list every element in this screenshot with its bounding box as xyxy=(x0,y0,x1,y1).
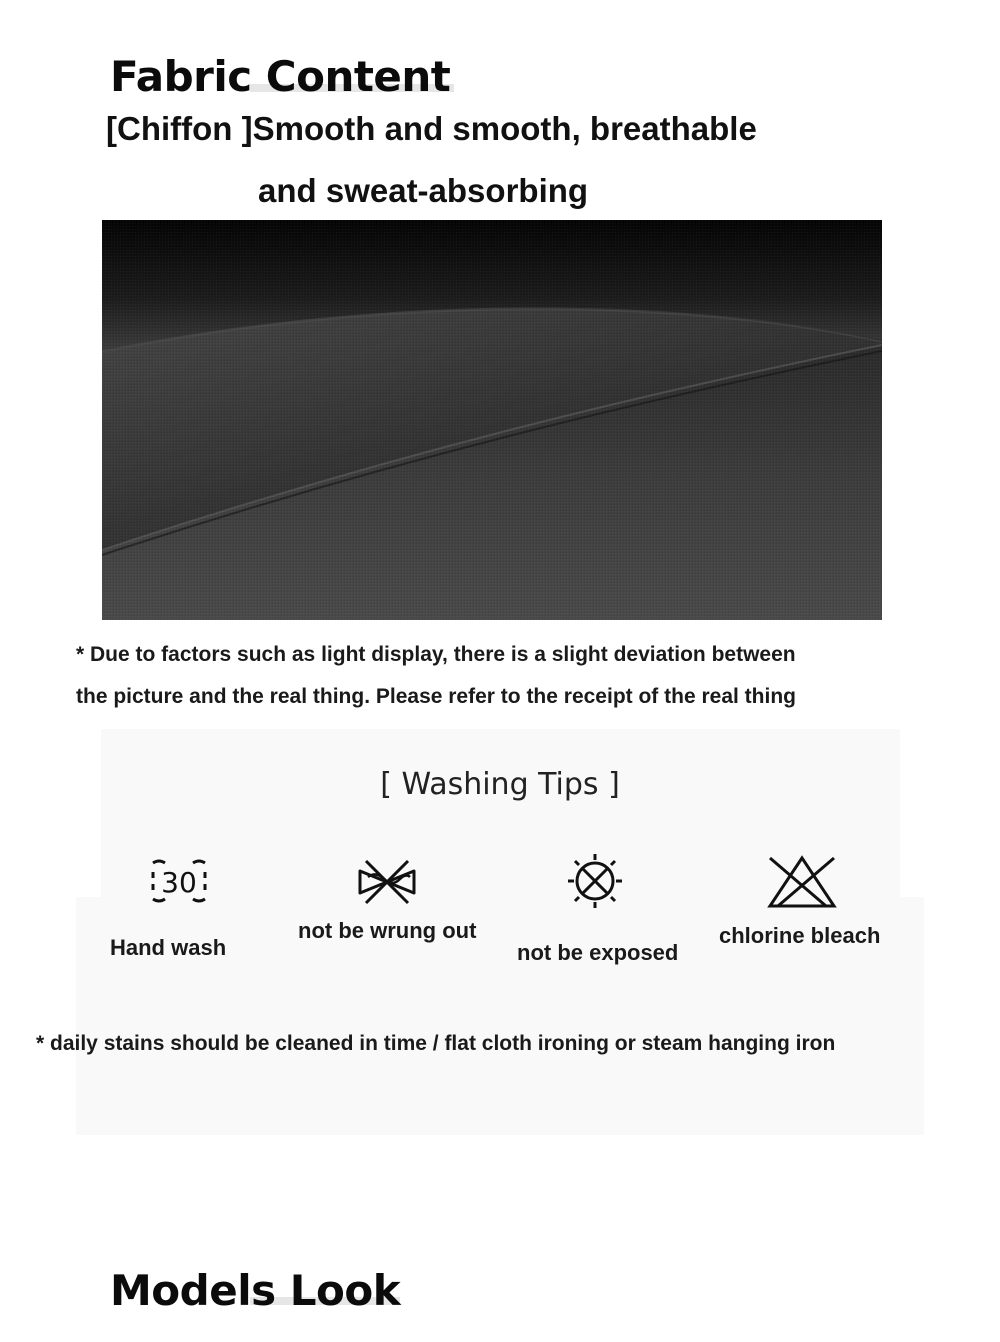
no-chlorine-bleach-label: chlorine bleach xyxy=(719,923,881,948)
wash-temperature-text: 30 xyxy=(161,866,197,899)
fabric-description-line-2: and sweat-absorbing xyxy=(258,172,589,209)
color-deviation-note-line-2: the picture and the real thing. Please refer to the receipt of the real thing xyxy=(76,685,796,708)
color-deviation-note-line-1: * Due to factors such as light display, there is a slight deviation between xyxy=(76,643,796,666)
do-not-wring-icon xyxy=(356,857,418,910)
models-look-heading: Models Look xyxy=(110,1266,401,1315)
fabric-content-heading: Fabric Content xyxy=(110,52,451,101)
do-not-wring-label: not be wrung out xyxy=(298,918,477,943)
care-instructions-note: * daily stains should be cleaned in time / flat cloth ironing or steam hanging iron xyxy=(36,1032,836,1055)
fabric-description-line-1: [Chiffon ]Smooth and smooth, breathable xyxy=(106,110,757,147)
do-not-sun-dry-label: not be exposed xyxy=(517,940,679,965)
fabric-closeup-image xyxy=(102,220,882,620)
washing-tips-title: [ Washing Tips ] xyxy=(380,767,620,802)
no-chlorine-bleach-icon xyxy=(766,854,838,915)
do-not-sun-dry-icon xyxy=(564,852,626,915)
hand-wash-label: Hand wash xyxy=(110,935,227,960)
hand-wash-30-icon xyxy=(150,858,208,909)
